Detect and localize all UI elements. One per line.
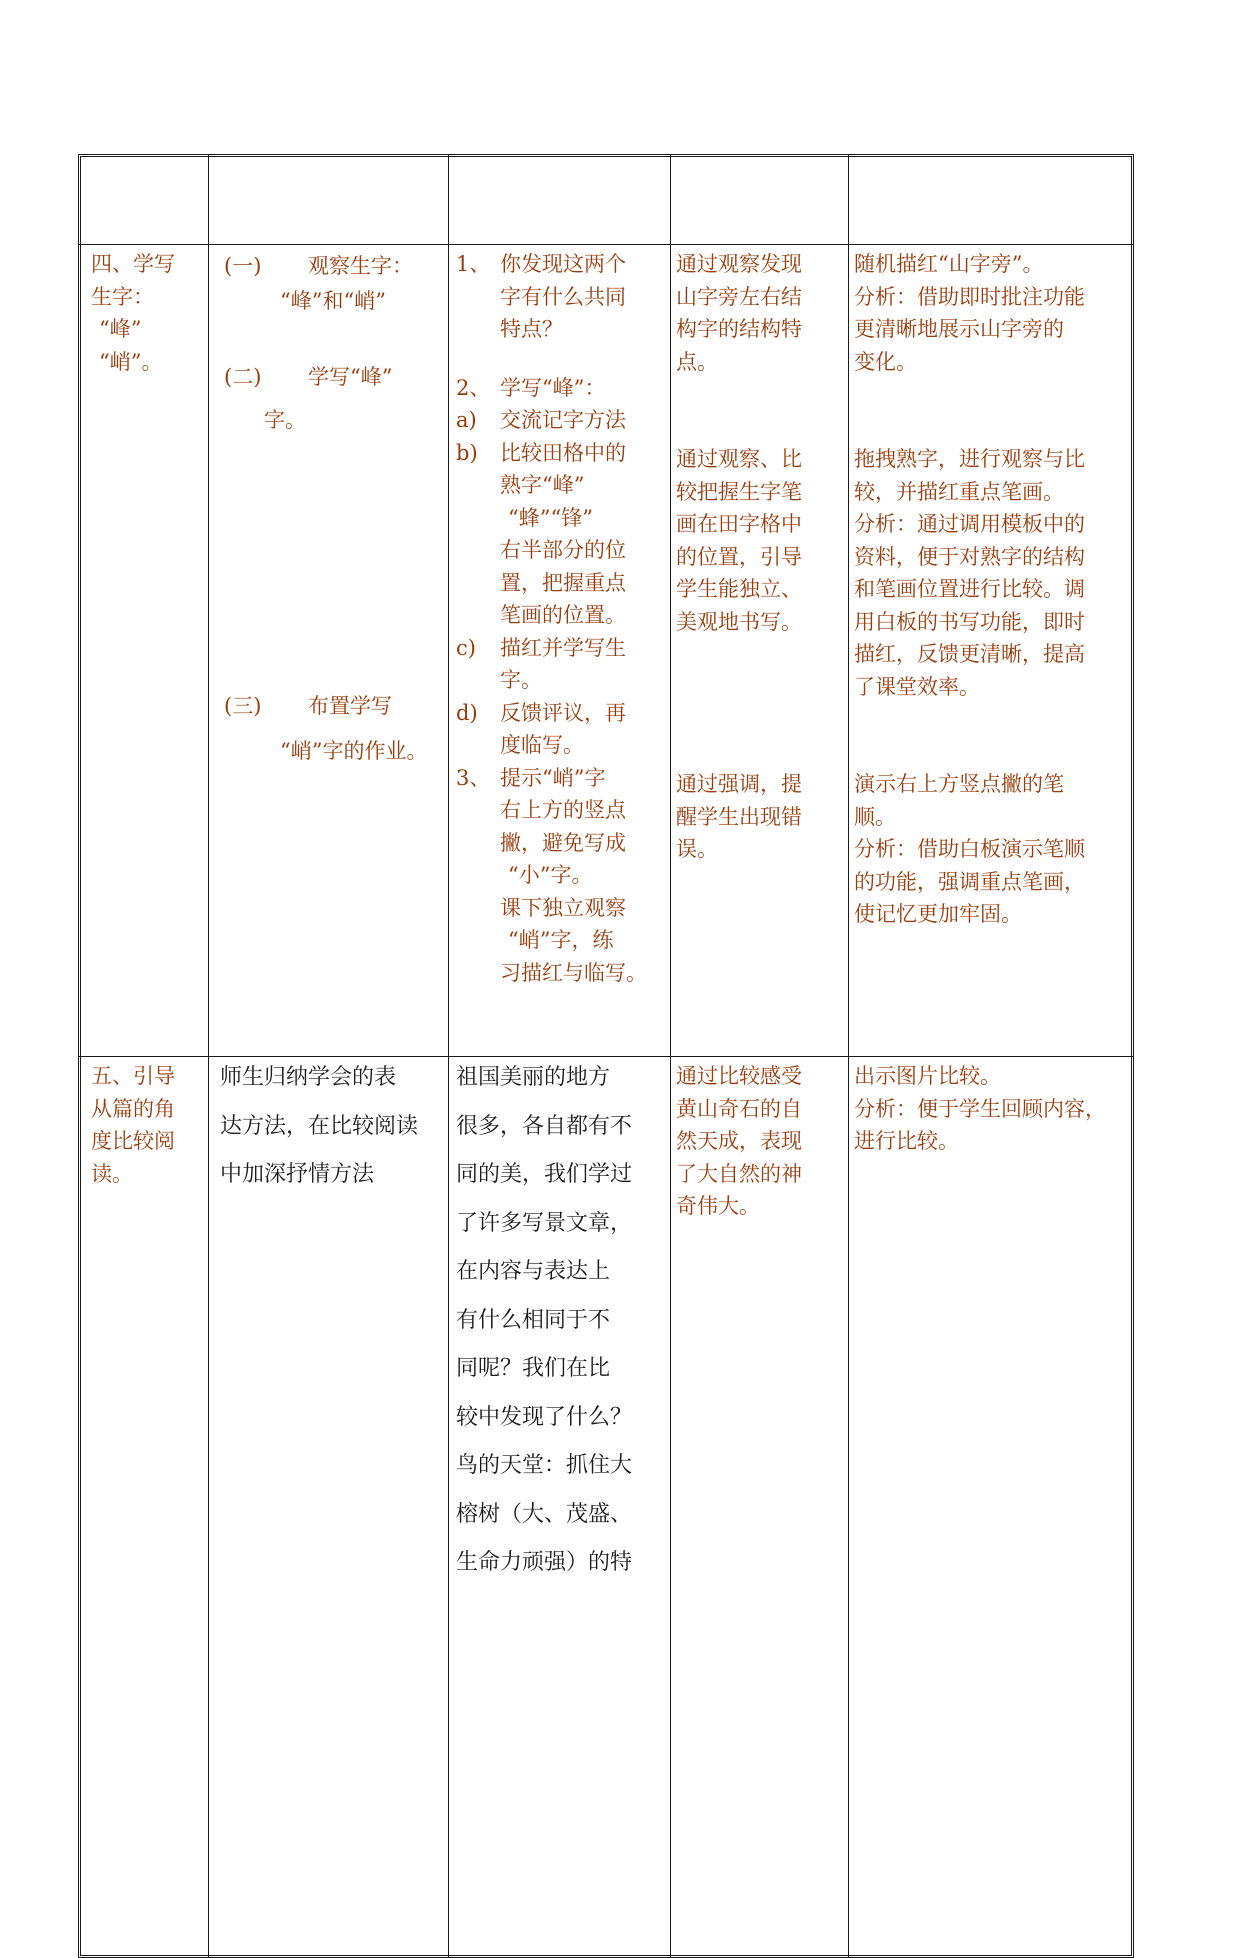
media-line: 和笔画位置进行比较。调 (854, 577, 1085, 601)
purpose-line: 点。 (676, 349, 718, 374)
lesson-plan-table (78, 154, 1134, 1958)
media-line: 更清晰地展示山字旁的 (854, 317, 1064, 341)
step-line: 笔画的位置。 (500, 603, 626, 627)
step-line: 置，把握重点 (500, 570, 626, 595)
media-line: 顺。 (854, 804, 896, 829)
purpose-line: 的位置，引导 (676, 544, 802, 569)
media-line: 使记忆更加牢固。 (854, 902, 1022, 926)
step-label: 2、 (456, 375, 491, 400)
step-line: 习描红与临写。 (500, 960, 647, 985)
content-line: 鸟的天堂：抓住大 (456, 1453, 633, 1478)
activity-item (224, 361, 450, 394)
step-text (500, 437, 670, 632)
stage-line: “峰” (99, 317, 142, 341)
step-item (456, 697, 670, 762)
content-line: 生命力顽强）的特 (456, 1550, 633, 1575)
activity-item (224, 250, 450, 283)
row-divider (78, 244, 1134, 245)
media-line: 分析：便于学生回顾内容， (854, 1096, 1106, 1121)
step-label: 3、 (456, 765, 491, 790)
step-text (500, 632, 670, 697)
stage-line: 生字： (91, 284, 154, 309)
step-line: 反馈评议，再 (500, 700, 626, 725)
step-item (456, 437, 670, 632)
column-divider (848, 154, 849, 1958)
step-text (500, 697, 670, 762)
content-line: 同的美，我们学过 (456, 1162, 633, 1187)
step-label: c) (456, 635, 476, 660)
step-line: 熟字“峰” (500, 473, 585, 497)
content-line: 有什么相同于不 (456, 1307, 611, 1333)
purpose-line: 然天成，表现 (676, 1129, 802, 1153)
purpose-block (676, 443, 846, 638)
purpose-line: 通过观察、比 (676, 447, 802, 471)
media-line: 进行比较。 (854, 1129, 959, 1153)
purpose-line: 奇伟大。 (676, 1194, 760, 1218)
step-label: b) (456, 440, 478, 465)
row5-activity-cell (220, 1054, 446, 1200)
step-line: 字。 (500, 668, 542, 692)
purpose-line: 醒学生出现错 (676, 804, 802, 829)
content-line: 同呢？我们在比 (456, 1356, 611, 1381)
stage-line: 五、引导 (91, 1064, 175, 1088)
step-line: “峭”字，练 (508, 928, 614, 952)
media-line: 描红，反馈更清晰，提高 (854, 642, 1085, 666)
step-text (500, 248, 670, 346)
media-line: 拖拽熟字，进行观察与比 (854, 447, 1085, 471)
activity-text: 观察生字： (308, 254, 413, 278)
media-block (854, 248, 1132, 378)
row5-content-cell (456, 1054, 668, 1588)
activity-text: 学写“峰” (308, 365, 393, 389)
purpose-line: 误。 (676, 837, 718, 861)
purpose-line: 学生能独立、 (676, 577, 802, 601)
step-label: d) (456, 700, 478, 725)
step-line: 右上方的竖点 (500, 798, 626, 822)
step-item (456, 404, 670, 437)
step-line: 度临写。 (500, 733, 584, 757)
step-line: 字有什么共同 (500, 284, 626, 309)
activity-sub: “峰”和“峭” (280, 288, 386, 313)
column-divider (670, 154, 671, 1958)
activity-line: 师生归纳学会的表 (220, 1065, 397, 1090)
purpose-line: 通过比较感受 (676, 1064, 802, 1088)
media-line: 分析：通过调用模板中的 (854, 512, 1085, 536)
step-item (456, 762, 670, 990)
row4-stage-cell (91, 248, 203, 378)
purpose-line: 构字的结构特 (676, 317, 802, 341)
activity-label: (三) (224, 694, 262, 718)
stage-line: 度比较阅 (91, 1129, 175, 1153)
activity-text: 布置学写 (308, 694, 392, 718)
stage-line: 四、学写 (91, 252, 175, 276)
activity-label: (一) (224, 254, 262, 278)
purpose-line: 较把握生字笔 (676, 479, 802, 504)
step-line: 撇，避免写成 (500, 830, 626, 855)
step-line: 描红并学写生 (500, 635, 626, 660)
row4-steps-cell (456, 248, 670, 989)
step-text: 交流记字方法 (500, 408, 626, 432)
row4-purpose-cell (676, 248, 846, 866)
step-text: 学写“峰”： (500, 375, 606, 400)
content-line: 在内容与表达上 (456, 1259, 611, 1284)
step-line: 特点？ (500, 317, 563, 341)
media-line: 变化。 (854, 349, 917, 374)
step-line: 你发现这两个 (500, 252, 626, 276)
step-text (500, 762, 670, 990)
media-line: 出示图片比较。 (854, 1064, 1001, 1088)
purpose-line: 美观地书写。 (676, 609, 802, 634)
content-line: 榕树（大、茂盛、 (456, 1501, 633, 1527)
media-line: 用白板的书写功能，即时 (854, 609, 1085, 634)
content-line: 了许多写景文章， (456, 1210, 633, 1236)
stage-line: 读。 (91, 1161, 133, 1186)
media-line: 分析：借助即时批注功能 (854, 284, 1085, 309)
content-line: 很多，各自都有不 (456, 1113, 633, 1139)
stage-line: “峭”。 (99, 349, 163, 374)
step-line: “小”字。 (508, 863, 593, 887)
media-line: 随机描红“山字旁”。 (854, 252, 1044, 276)
purpose-line: 黄山奇石的自 (676, 1096, 802, 1121)
content-line: 祖国美丽的地方 (456, 1065, 611, 1090)
column-divider (208, 154, 209, 1958)
media-line: 分析：借助白板演示笔顺 (854, 837, 1085, 861)
purpose-line: 通过观察发现 (676, 252, 802, 276)
media-line: 的功能，强调重点笔画， (854, 869, 1085, 894)
step-line: “蜂”“锋” (508, 505, 593, 530)
row4-media-cell (854, 248, 1132, 931)
media-line: 演示右上方竖点撇的笔 (854, 772, 1064, 796)
media-block (854, 768, 1132, 931)
activity-line: 中加深抒情方法 (220, 1162, 375, 1187)
step-item (456, 632, 670, 697)
stage-line: 从篇的角 (91, 1096, 175, 1121)
row5-purpose-cell (676, 1060, 846, 1223)
step-line: 提示“峭”字 (500, 765, 606, 790)
activity-sub: “峭”字的作业。 (280, 738, 428, 763)
media-line: 较，并描红重点笔画。 (854, 479, 1064, 504)
step-line: 右半部分的位 (500, 538, 626, 562)
purpose-line: 画在田字格中 (676, 512, 802, 536)
step-label: 1、 (456, 252, 491, 276)
content-line: 较中发现了什么？ (456, 1404, 633, 1430)
step-line: 比较田格中的 (500, 440, 626, 465)
media-line: 了课堂效率。 (854, 674, 980, 699)
purpose-line: 通过强调，提 (676, 772, 802, 796)
purpose-line: 山字旁左右结 (676, 284, 802, 309)
media-line: 资料，便于对熟字的结构 (854, 544, 1085, 569)
media-block (854, 443, 1132, 703)
purpose-block (676, 248, 846, 378)
step-label: a) (456, 408, 477, 432)
activity-sub: 字。 (264, 407, 306, 432)
purpose-line: 了大自然的神 (676, 1161, 802, 1186)
activity-line: 达方法，在比较阅读 (220, 1113, 419, 1139)
step-item (456, 372, 670, 405)
step-item (456, 248, 670, 346)
activity-item (224, 690, 450, 723)
step-line: 课下独立观察 (500, 895, 626, 920)
purpose-block (676, 768, 846, 866)
row5-stage-cell (91, 1060, 203, 1190)
activity-label: (二) (224, 365, 262, 389)
row5-media-cell (854, 1060, 1132, 1158)
row4-activity-cell (224, 250, 450, 767)
